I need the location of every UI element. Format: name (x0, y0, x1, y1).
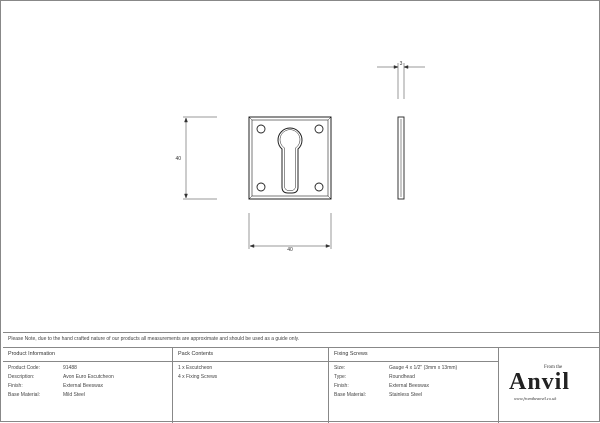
side-view (398, 117, 404, 199)
divider-col-2 (328, 347, 329, 423)
list-item: 4 x Fixing Screws (178, 374, 218, 380)
screw-finish-label: Finish: (334, 383, 349, 389)
base-material-value: Mild Steel (63, 392, 85, 398)
screw-size-value: Gauge 4 x 1/2" (3mm x 13mm) (389, 365, 458, 371)
finish-value: External Beeswax (63, 383, 104, 389)
pack-contents-title: Pack Contents (178, 351, 214, 357)
logo-wordmark: Anvil (509, 369, 571, 395)
screw-type-value: Roundhead (389, 374, 415, 380)
divider-col-3 (498, 347, 499, 423)
disclaimer-note: Please Note, due to the hand crafted nature of our products all measurements are approximate and should be used as a guide only. (8, 336, 300, 342)
screw-hole-top-left (257, 125, 265, 133)
description-value: Avon Euro Escutcheon (63, 374, 114, 380)
from-the-anvil-logo (506, 365, 592, 405)
technical-drawing (1, 1, 600, 333)
divider-col-1 (172, 347, 173, 423)
width-dimension-label: 40 (287, 247, 293, 253)
screw-type-label: Type: (334, 374, 347, 380)
screw-material-value: Stainless Steel (389, 392, 423, 398)
plate-inner-bevel (252, 120, 328, 196)
thickness-dimension (377, 63, 425, 99)
description-label: Description: (8, 374, 35, 380)
list-item: 1 x Escutcheon (178, 365, 213, 371)
euro-keyhole (278, 128, 302, 193)
fixing-screws-title: Fixing Screws (334, 351, 368, 357)
width-dimension (249, 213, 331, 249)
product-info-title: Product Information (8, 351, 56, 357)
height-dimension-label: 40 (175, 156, 181, 162)
screw-hole-bottom-left (257, 183, 265, 191)
plate-outer-edge (249, 117, 331, 199)
logo-url: www.fromtheanvil.co.uk (514, 396, 557, 401)
front-view (249, 117, 331, 199)
product-code-label: Product Code: (8, 365, 40, 371)
finish-label: Finish: (8, 383, 23, 389)
logo-from-text: From the (544, 365, 563, 370)
height-dimension (183, 117, 217, 199)
screw-finish-value: External Beeswax (389, 383, 430, 389)
screw-size-label: Size: (334, 365, 346, 371)
divider-note (3, 347, 599, 348)
divider-header (3, 361, 498, 362)
screw-material-label: Base Material: (334, 392, 366, 398)
base-material-label: Base Material: (8, 392, 40, 398)
screw-hole-top-right (315, 125, 323, 133)
divider-top (3, 332, 599, 333)
screw-hole-bottom-right (315, 183, 323, 191)
thickness-dimension-label: 3 (399, 61, 403, 67)
product-code-value: 91488 (63, 365, 77, 371)
